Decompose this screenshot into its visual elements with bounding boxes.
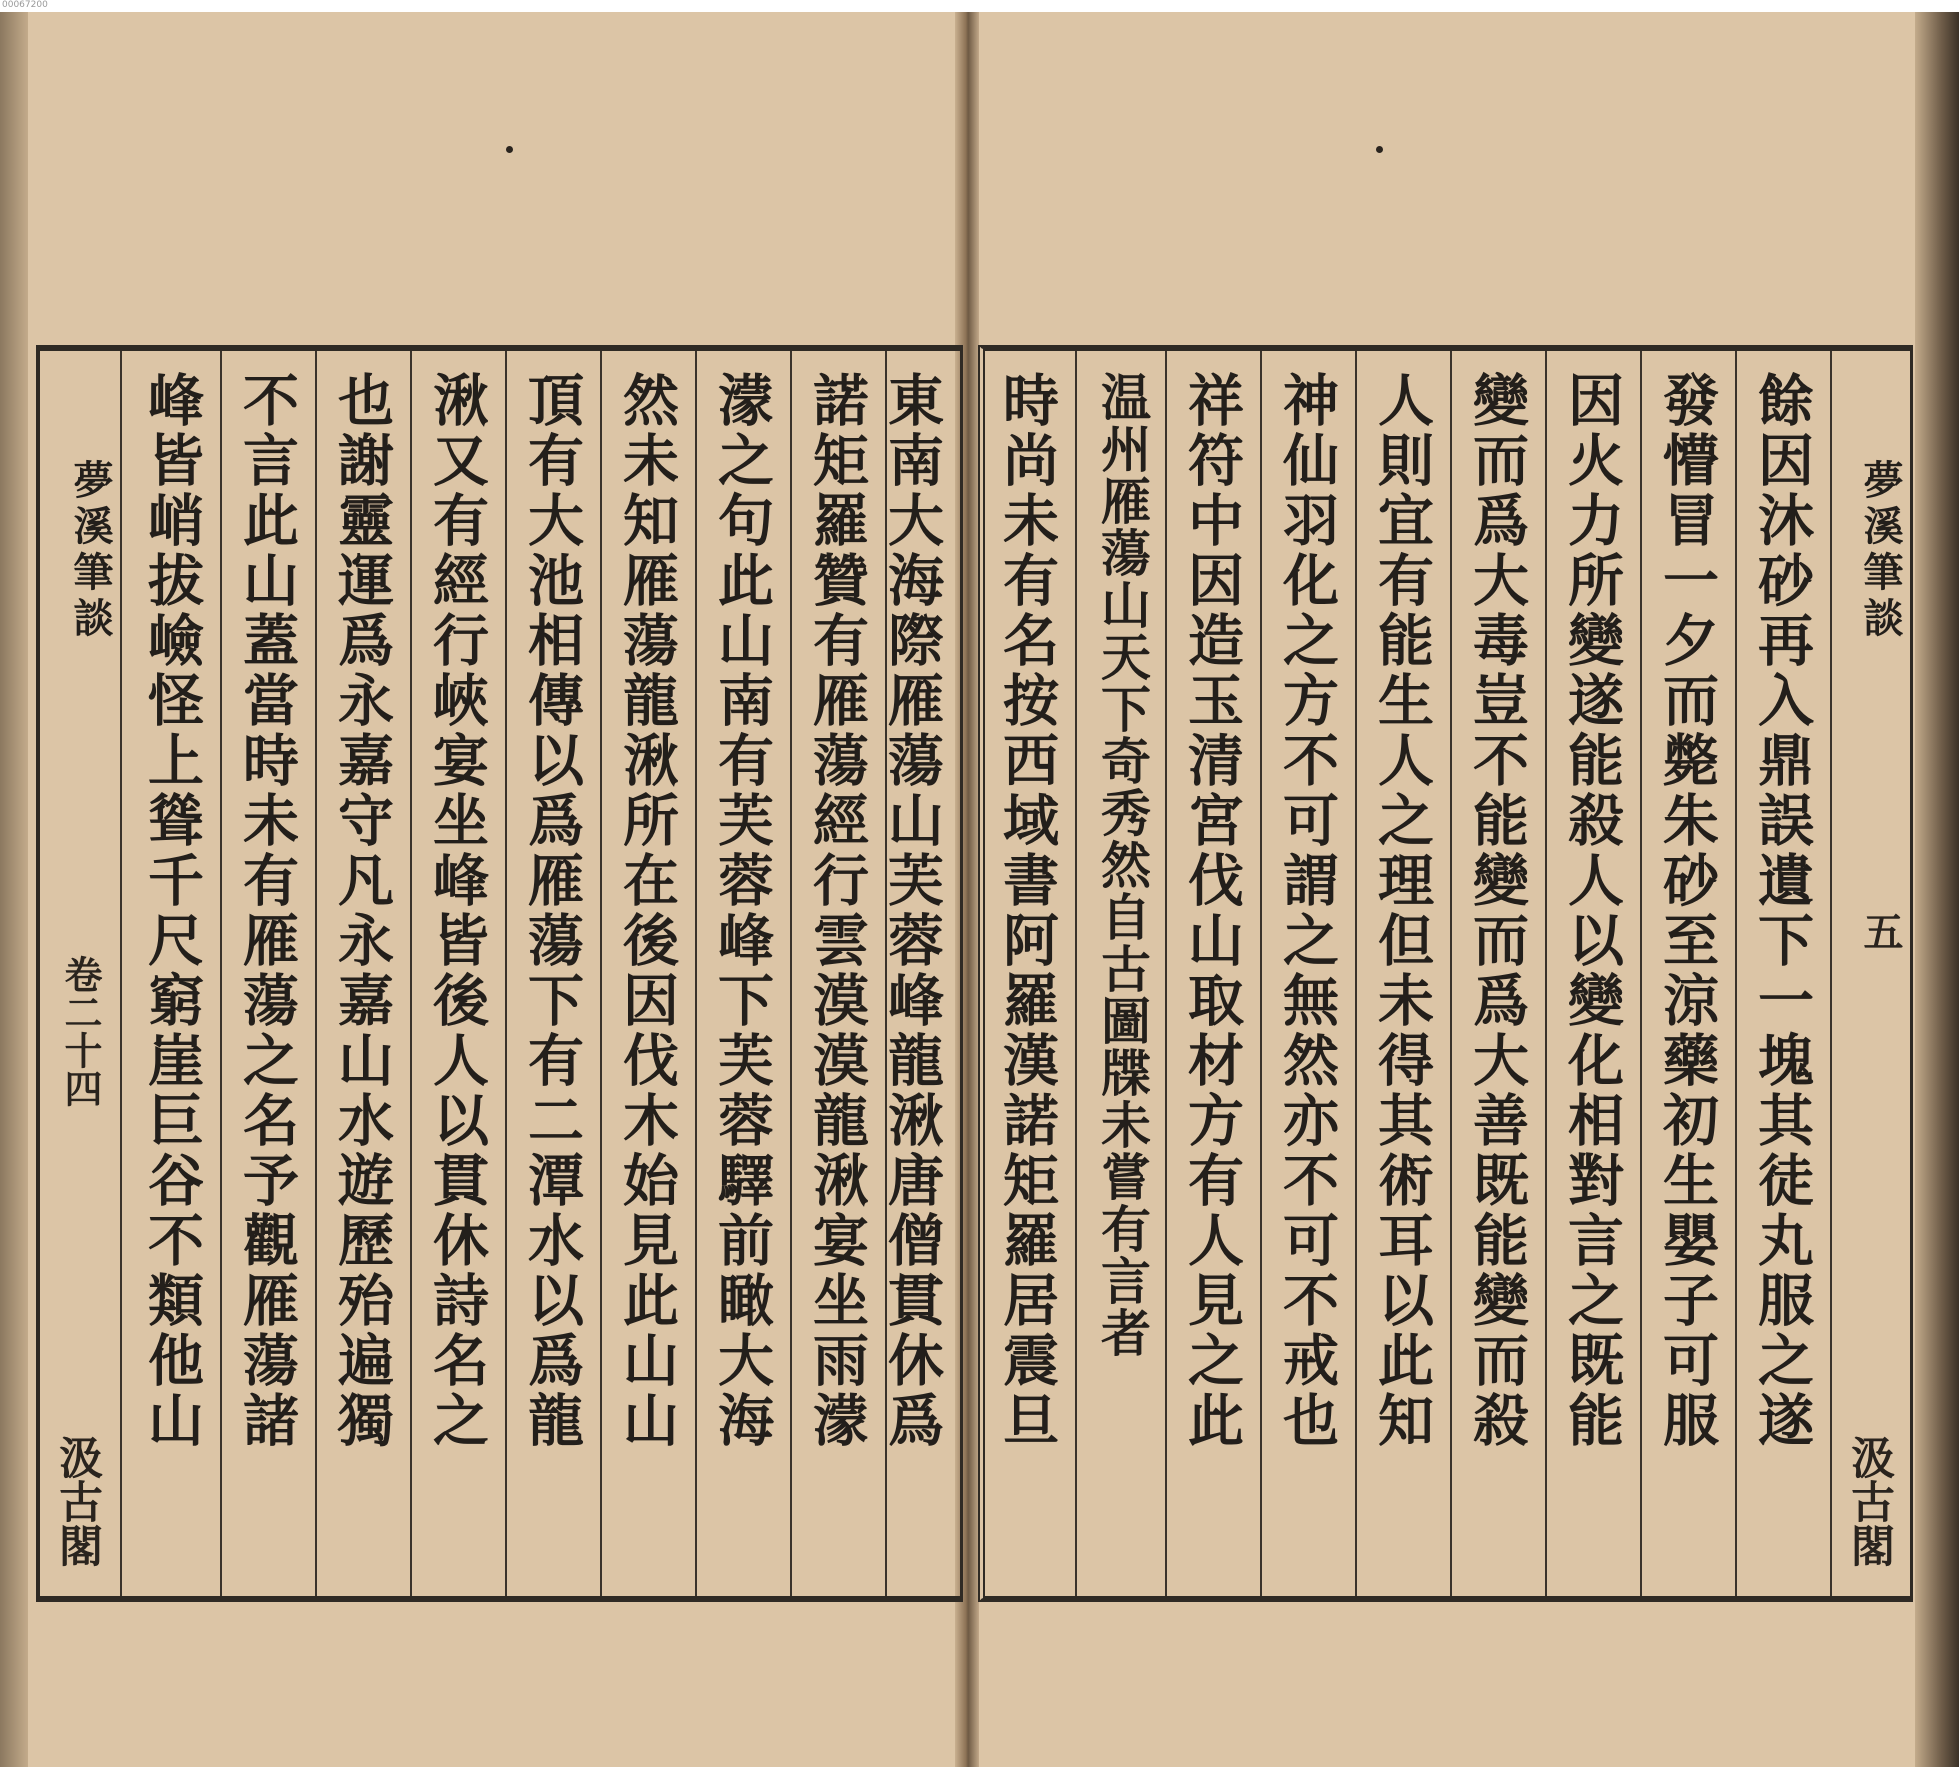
margin-volume-label: 卷二十四 bbox=[58, 955, 103, 1107]
column-text: 因火力所變遂能殺人以變化相對言之既能 bbox=[1559, 371, 1625, 1451]
text-column bbox=[220, 351, 315, 1596]
text-column bbox=[315, 351, 410, 1596]
column-text: 變而爲大毒豈不能變而爲大善既能變而殺 bbox=[1464, 371, 1530, 1451]
column-text: 人則宜有能生人之理但未得其術耳以此知 bbox=[1369, 371, 1435, 1451]
text-column bbox=[1545, 351, 1640, 1596]
text-column bbox=[410, 351, 505, 1596]
text-column bbox=[1075, 351, 1165, 1596]
column-text: 濛之句此山南有芙蓉峰下芙蓉驛前瞰大海 bbox=[709, 371, 775, 1451]
column-text: 峰皆峭拔嶮怪上聳千尺窮崖巨谷不類他山 bbox=[139, 371, 205, 1451]
right-page-frame bbox=[978, 345, 1913, 1602]
left-page-edge bbox=[0, 12, 28, 1767]
right-page-edge bbox=[1915, 12, 1959, 1767]
text-column bbox=[505, 351, 600, 1596]
text-column bbox=[1735, 351, 1830, 1596]
column-text: 諾矩羅贊有雁蕩經行雲漠漠龍湫宴坐雨濛 bbox=[804, 371, 870, 1451]
text-column bbox=[985, 351, 1075, 1596]
text-column bbox=[1355, 351, 1450, 1596]
left-margin-column bbox=[40, 351, 120, 1596]
column-text: 神仙羽化之方不可謂之無然亦不可不戒也 bbox=[1274, 371, 1340, 1451]
column-text: 不言此山蓋當時未有雁蕩之名予觀雁蕩諸 bbox=[234, 371, 300, 1451]
column-text: 發懵冒一夕而斃朱砂至涼藥初生嬰子可服 bbox=[1654, 371, 1720, 1451]
text-column bbox=[600, 351, 695, 1596]
text-column bbox=[1450, 351, 1545, 1596]
text-column bbox=[790, 351, 885, 1596]
column-text: 東南大海際雁蕩山芙蓉峰龍湫唐僧貫休爲 bbox=[879, 371, 945, 1451]
column-text: 祥符中因造玉清宮伐山取材方有人見之此 bbox=[1179, 371, 1245, 1451]
margin-book-title: 夢溪筆談 bbox=[1857, 459, 1904, 643]
column-text: 頂有大池相傳以爲雁蕩下有二潭水以爲龍 bbox=[519, 371, 585, 1451]
right-margin-column bbox=[1830, 351, 1910, 1596]
text-column bbox=[1640, 351, 1735, 1596]
margin-publisher: 汲古閣 bbox=[51, 1435, 102, 1567]
column-text: 温州雁蕩山天下奇秀然自古圖牒未嘗有言者 bbox=[1093, 371, 1152, 1359]
column-text: 湫又有經行峽宴坐峰皆後人以貫休詩名之 bbox=[424, 371, 490, 1451]
text-column bbox=[879, 351, 960, 1596]
text-column bbox=[1260, 351, 1355, 1596]
text-column bbox=[1165, 351, 1260, 1596]
scan-id-label: 00067200 bbox=[2, 0, 48, 10]
left-page-frame bbox=[36, 345, 963, 1602]
column-text: 時尚未有名按西域書阿羅漢諾矩羅居震旦 bbox=[994, 371, 1060, 1451]
column-text: 也謝靈運爲永嘉守凡永嘉山水遊歷殆遍獨 bbox=[329, 371, 395, 1451]
text-column bbox=[695, 351, 790, 1596]
margin-publisher: 汲古閣 bbox=[1843, 1435, 1894, 1567]
ink-speck bbox=[506, 146, 513, 153]
margin-page-number: 五 bbox=[1857, 911, 1904, 951]
column-text: 餘因沐砂再入鼎誤遺下一塊其徒丸服之遂 bbox=[1749, 371, 1815, 1451]
column-text: 然未知雁蕩龍湫所在後因伐木始見此山山 bbox=[614, 371, 680, 1451]
ink-speck bbox=[1376, 146, 1383, 153]
margin-book-title: 夢溪筆談 bbox=[67, 459, 114, 643]
scan-header-bar bbox=[0, 0, 1959, 12]
text-column bbox=[120, 351, 220, 1596]
